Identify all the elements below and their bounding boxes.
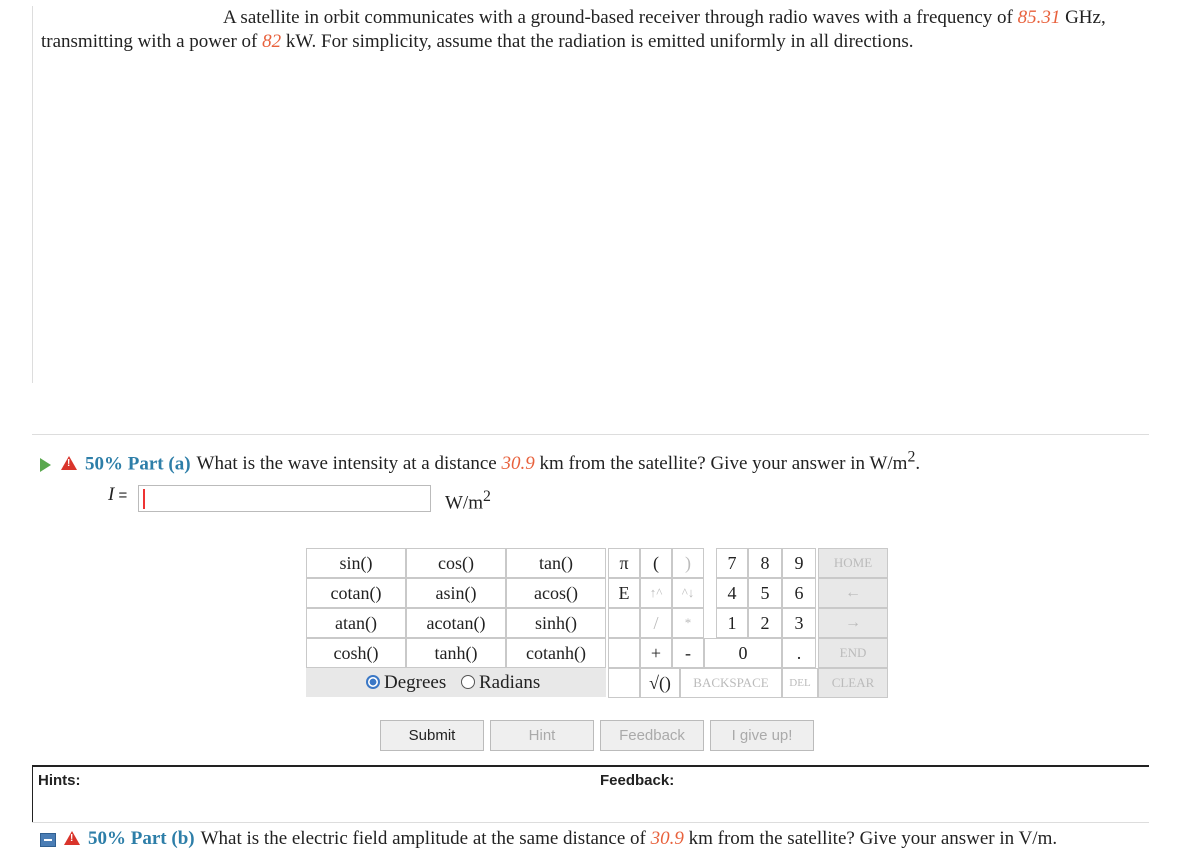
radians-radio[interactable] bbox=[461, 675, 475, 689]
feedback-button[interactable]: Feedback bbox=[600, 720, 704, 751]
part-a-question: !50% Part (a) What is the wave intensity at a distance 30.9 km from the satellite? Give your answer in $W/m^2$. bbox=[40, 446, 920, 476]
key-blank bbox=[608, 608, 640, 638]
key-2[interactable]: 2 bbox=[748, 608, 782, 638]
answer-input[interactable] bbox=[138, 485, 431, 512]
warning-icon bbox=[61, 456, 77, 470]
distance-value: 30.9 bbox=[501, 453, 535, 475]
key-0[interactable]: 0 bbox=[704, 638, 782, 668]
collapse-icon[interactable] bbox=[40, 833, 56, 847]
problem-line-1: A satellite in orbit communicates with a ground-based receiver through radio waves with a frequency of 85.31 GHz, bbox=[223, 7, 1106, 28]
key-power-up[interactable]: ↑^ bbox=[640, 578, 672, 608]
key-sinh[interactable]: sinh() bbox=[506, 608, 606, 638]
key-3[interactable]: 3 bbox=[782, 608, 816, 638]
key-divide[interactable]: / bbox=[640, 608, 672, 638]
key-tanh[interactable]: tanh() bbox=[406, 638, 506, 668]
key-power-down[interactable]: ^↓ bbox=[672, 578, 704, 608]
key-acotan[interactable]: acotan() bbox=[406, 608, 506, 638]
key-tan[interactable]: tan() bbox=[506, 548, 606, 578]
key-4[interactable]: 4 bbox=[716, 578, 748, 608]
key-7[interactable]: 7 bbox=[716, 548, 748, 578]
submit-button[interactable]: Submit bbox=[380, 720, 484, 751]
key-right[interactable]: → bbox=[818, 608, 888, 638]
distance-value-b: 30.9 bbox=[650, 828, 684, 849]
key-backspace[interactable]: BACKSPACE bbox=[680, 668, 782, 698]
key-6[interactable]: 6 bbox=[782, 578, 816, 608]
key-blank-3 bbox=[608, 668, 640, 698]
key-end[interactable]: END bbox=[818, 638, 888, 668]
key-blank-2 bbox=[608, 638, 640, 668]
footer-divider bbox=[32, 765, 1149, 767]
key-acos[interactable]: acos() bbox=[506, 578, 606, 608]
key-asin[interactable]: asin() bbox=[406, 578, 506, 608]
divider bbox=[32, 434, 1149, 435]
hint-button[interactable]: Hint bbox=[490, 720, 594, 751]
key-cotanh[interactable]: cotanh() bbox=[506, 638, 606, 668]
key-sqrt[interactable]: √() bbox=[640, 668, 680, 698]
problem-line-2: transmitting with a power of 82 kW. For simplicity, assume that the radiation is emitted uniformly in all directions. bbox=[41, 31, 914, 52]
feedback-label: Feedback: bbox=[600, 772, 675, 789]
footer-left-border bbox=[32, 767, 33, 823]
key-lparen[interactable]: ( bbox=[640, 548, 672, 578]
hints-label: Hints: bbox=[38, 772, 81, 789]
key-atan[interactable]: atan() bbox=[306, 608, 406, 638]
give-up-button[interactable]: I give up! bbox=[710, 720, 814, 751]
text-cursor bbox=[143, 489, 145, 509]
answer-label: I = bbox=[108, 484, 128, 505]
frequency-value: 85.31 bbox=[1017, 7, 1061, 28]
answer-unit: $W/m^2$ bbox=[445, 488, 491, 514]
key-del[interactable]: DEL bbox=[782, 668, 818, 698]
key-cos[interactable]: cos() bbox=[406, 548, 506, 578]
part-b-question: !50% Part (b) What is the electric field amplitude at the same distance of 30.9 km from the satellite? Give your answer in V/m. bbox=[40, 827, 1057, 851]
part-a-label: 50% Part (a) bbox=[85, 453, 191, 475]
key-cosh[interactable]: cosh() bbox=[306, 638, 406, 668]
part-b-label: 50% Part (b) bbox=[88, 828, 195, 849]
key-e[interactable]: E bbox=[608, 578, 640, 608]
key-sin[interactable]: sin() bbox=[306, 548, 406, 578]
key-9[interactable]: 9 bbox=[782, 548, 816, 578]
key-8[interactable]: 8 bbox=[748, 548, 782, 578]
key-rparen[interactable]: ) bbox=[672, 548, 704, 578]
expand-arrow-icon[interactable] bbox=[40, 458, 51, 472]
key-decimal[interactable]: . bbox=[782, 638, 816, 668]
key-home[interactable]: HOME bbox=[818, 548, 888, 578]
key-multiply[interactable]: * bbox=[672, 608, 704, 638]
key-left[interactable]: ← bbox=[818, 578, 888, 608]
key-plus[interactable]: + bbox=[640, 638, 672, 668]
problem-statement bbox=[32, 6, 1148, 383]
key-pi[interactable]: π bbox=[608, 548, 640, 578]
key-clear[interactable]: CLEAR bbox=[818, 668, 888, 698]
degrees-radio[interactable] bbox=[366, 675, 380, 689]
angle-mode bbox=[306, 668, 606, 697]
key-minus[interactable]: - bbox=[672, 638, 704, 668]
degrees-option[interactable]: Degrees bbox=[366, 672, 446, 693]
key-5[interactable]: 5 bbox=[748, 578, 782, 608]
warning-icon-b bbox=[64, 831, 80, 845]
key-cotan[interactable]: cotan() bbox=[306, 578, 406, 608]
power-value: 82 bbox=[262, 31, 282, 52]
radians-option[interactable]: Radians bbox=[461, 672, 540, 693]
key-1[interactable]: 1 bbox=[716, 608, 748, 638]
divider-2 bbox=[32, 822, 1149, 823]
